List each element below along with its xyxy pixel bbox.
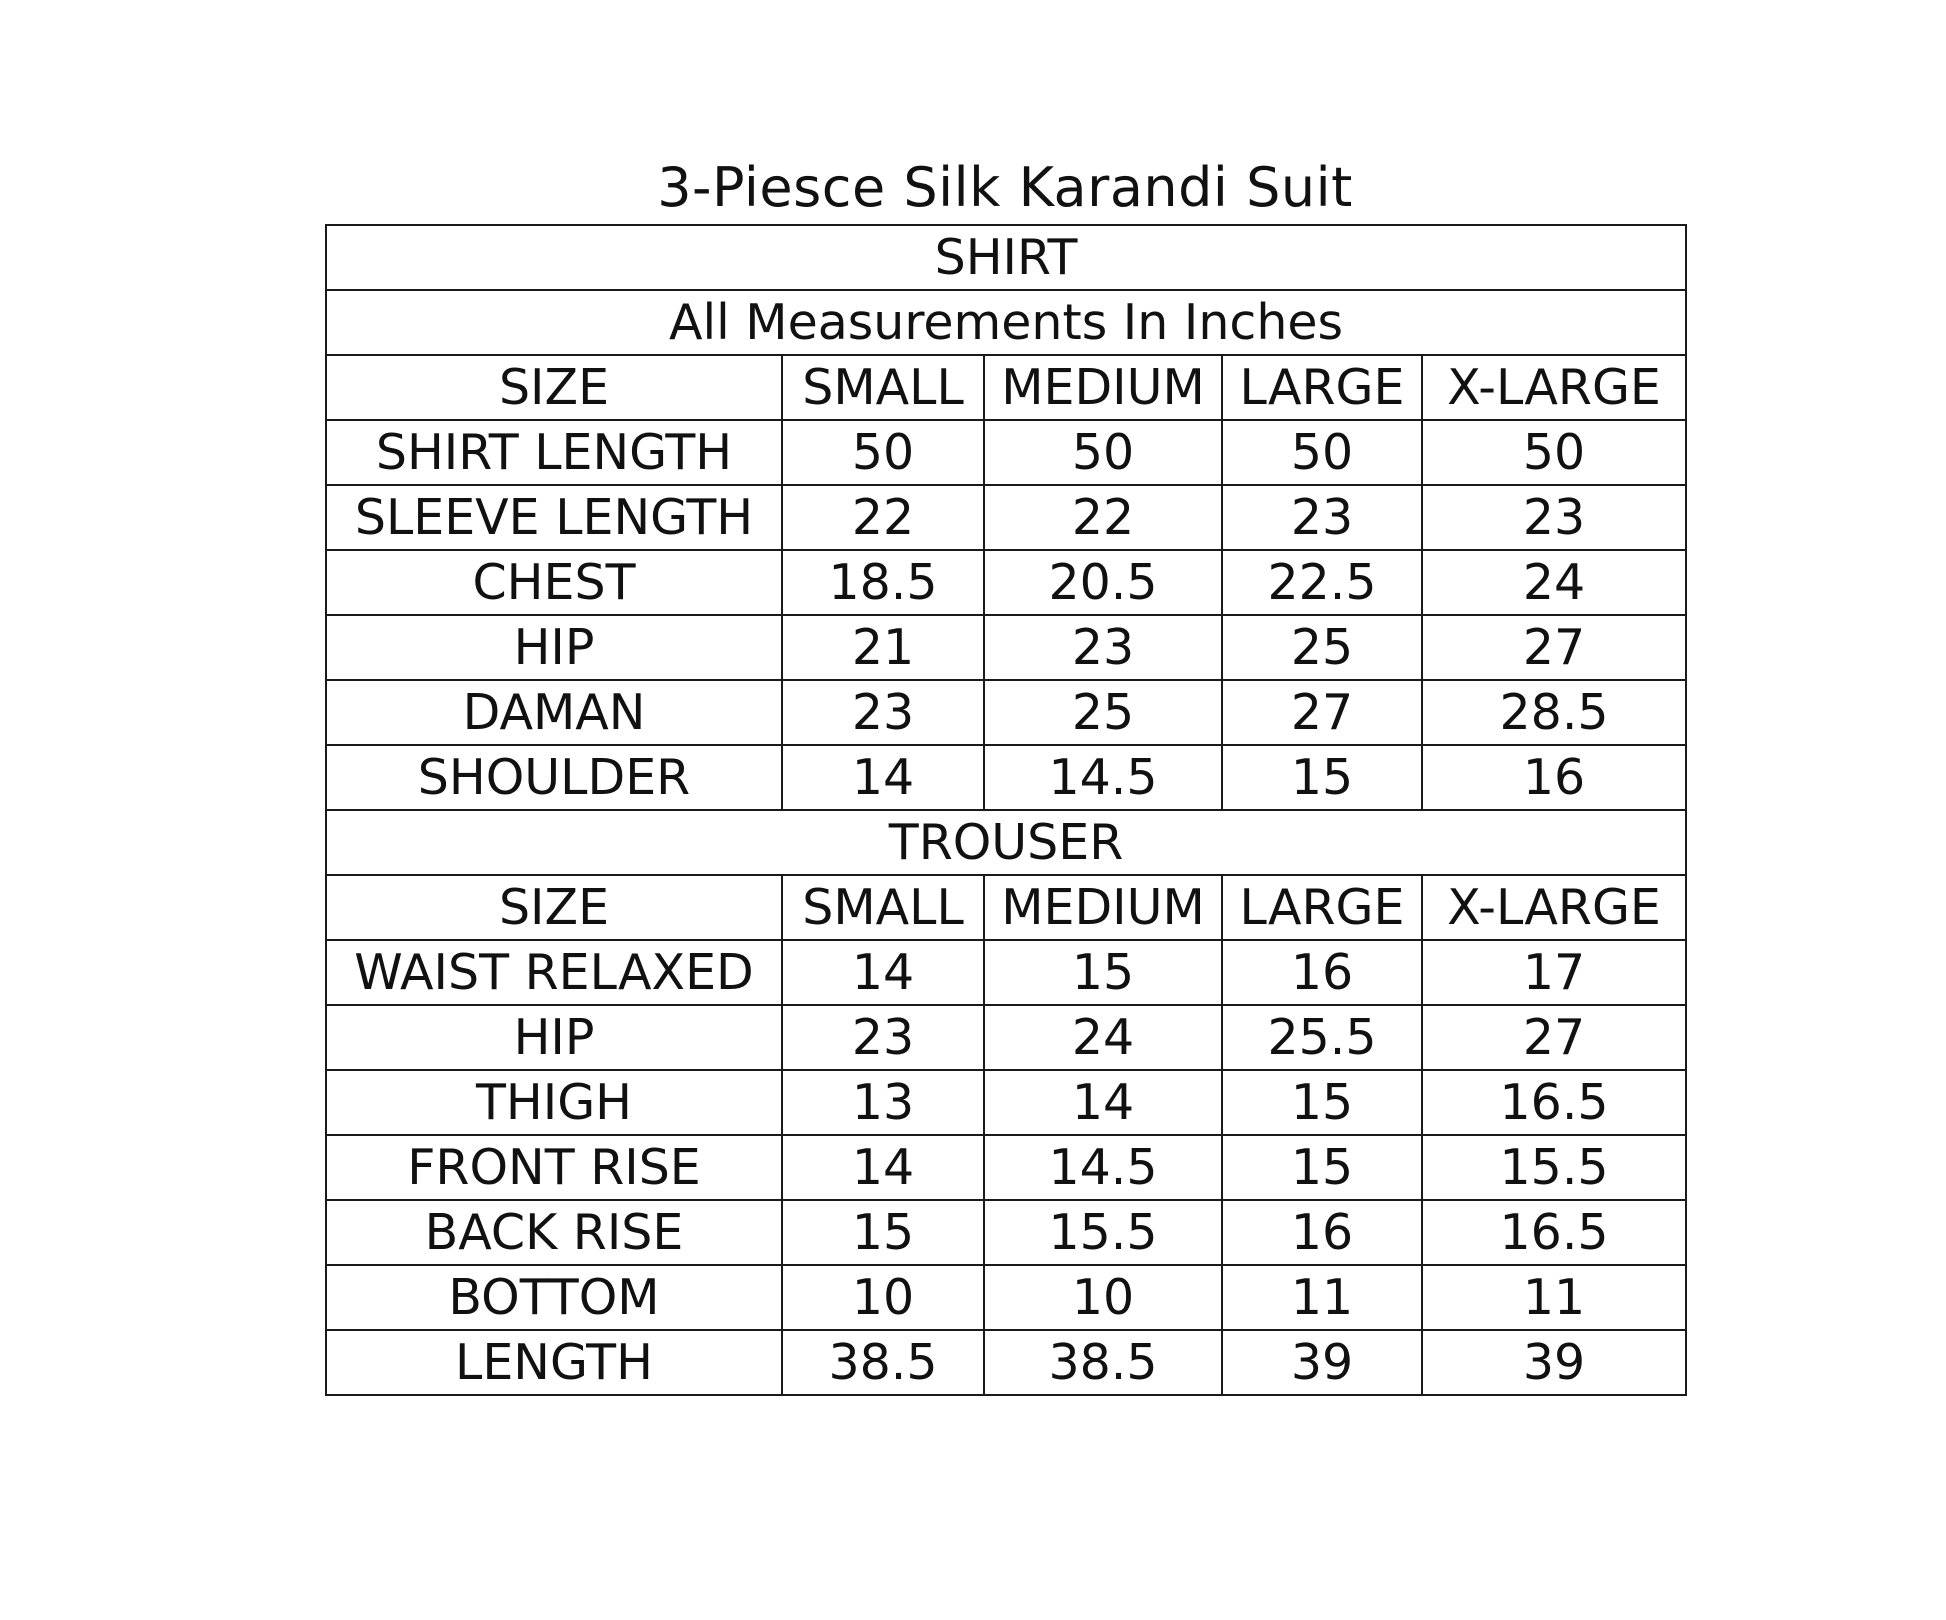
header-value-cell: SMALL: [782, 875, 984, 940]
trouser-value-cell: 10: [782, 1265, 984, 1330]
trouser-value-cell: 16.5: [1422, 1070, 1686, 1135]
header-value-cell: MEDIUM: [984, 355, 1222, 420]
shirt-value-cell: 22: [984, 485, 1222, 550]
trouser-label-cell: WAIST RELAXED: [326, 940, 782, 1005]
shirt-section-heading: SHIRT: [326, 225, 1686, 290]
shirt-label-cell: CHEST: [326, 550, 782, 615]
shirt-value-cell: 27: [1222, 680, 1422, 745]
table-row: [326, 1200, 1686, 1265]
table-row: [326, 485, 1686, 550]
header-label-cell: SIZE: [326, 355, 782, 420]
shirt-value-cell: 25: [984, 680, 1222, 745]
trouser-label-cell: FRONT RISE: [326, 1135, 782, 1200]
shirt-label-cell: SHOULDER: [326, 745, 782, 810]
table-row: [326, 550, 1686, 615]
trouser-value-cell: 16: [1222, 940, 1422, 1005]
shirt-value-cell: 20.5: [984, 550, 1222, 615]
trouser-value-cell: 10: [984, 1265, 1222, 1330]
shirt-value-cell: 22.5: [1222, 550, 1422, 615]
table-row: [326, 680, 1686, 745]
trouser-value-cell: 15.5: [1422, 1135, 1686, 1200]
shirt-label-cell: SLEEVE LENGTH: [326, 485, 782, 550]
trouser-value-cell: 27: [1422, 1005, 1686, 1070]
header-value-cell: LARGE: [1222, 355, 1422, 420]
trouser-value-cell: 14.5: [984, 1135, 1222, 1200]
measurement-unit-note-row: [326, 290, 1686, 355]
shirt-value-cell: 24: [1422, 550, 1686, 615]
trouser-value-cell: 23: [782, 1005, 984, 1070]
trouser-section-heading-row: [326, 810, 1686, 875]
trouser-value-cell: 39: [1422, 1330, 1686, 1395]
trouser-value-cell: 15: [782, 1200, 984, 1265]
measurement-unit-note: All Measurements In Inches: [326, 290, 1686, 355]
trouser-value-cell: 16: [1222, 1200, 1422, 1265]
shirt-label-cell: DAMAN: [326, 680, 782, 745]
trouser-label-cell: HIP: [326, 1005, 782, 1070]
trouser-value-cell: 39: [1222, 1330, 1422, 1395]
trouser-value-cell: 13: [782, 1070, 984, 1135]
trouser-value-cell: 15: [1222, 1135, 1422, 1200]
shirt-value-cell: 50: [782, 420, 984, 485]
shirt-value-cell: 25: [1222, 615, 1422, 680]
shirt-value-cell: 16: [1422, 745, 1686, 810]
shirt-value-cell: 23: [984, 615, 1222, 680]
shirt-value-cell: 28.5: [1422, 680, 1686, 745]
shirt-value-cell: 50: [1422, 420, 1686, 485]
shirt-value-cell: 15: [1222, 745, 1422, 810]
trouser-value-cell: 17: [1422, 940, 1686, 1005]
trouser-value-cell: 15: [1222, 1070, 1422, 1135]
header-value-cell: X-LARGE: [1422, 355, 1686, 420]
table-row: [326, 940, 1686, 1005]
table-row: [326, 1330, 1686, 1395]
trouser-label-cell: THIGH: [326, 1070, 782, 1135]
size-chart-table: [325, 224, 1687, 1396]
table-row: [326, 1005, 1686, 1070]
trouser-value-cell: 16.5: [1422, 1200, 1686, 1265]
trouser-value-cell: 11: [1422, 1265, 1686, 1330]
shirt-value-cell: 14.5: [984, 745, 1222, 810]
trouser-value-cell: 14: [984, 1070, 1222, 1135]
shirt-section-heading-row: [326, 225, 1686, 290]
trouser-value-cell: 24: [984, 1005, 1222, 1070]
shirt-label-cell: SHIRT LENGTH: [326, 420, 782, 485]
trouser-value-cell: 38.5: [984, 1330, 1222, 1395]
trouser-value-cell: 15.5: [984, 1200, 1222, 1265]
trouser-label-cell: LENGTH: [326, 1330, 782, 1395]
shirt-value-cell: 14: [782, 745, 984, 810]
trouser-section-heading: TROUSER: [326, 810, 1686, 875]
shirt-value-cell: 22: [782, 485, 984, 550]
trouser-value-cell: 15: [984, 940, 1222, 1005]
trouser-header-row: [326, 875, 1686, 940]
header-value-cell: X-LARGE: [1422, 875, 1686, 940]
trouser-value-cell: 14: [782, 1135, 984, 1200]
shirt-value-cell: 23: [782, 680, 984, 745]
shirt-value-cell: 50: [984, 420, 1222, 485]
trouser-value-cell: 14: [782, 940, 984, 1005]
shirt-label-cell: HIP: [326, 615, 782, 680]
shirt-value-cell: 18.5: [782, 550, 984, 615]
shirt-header-row: [326, 355, 1686, 420]
header-value-cell: LARGE: [1222, 875, 1422, 940]
shirt-value-cell: 23: [1422, 485, 1686, 550]
shirt-value-cell: 21: [782, 615, 984, 680]
shirt-value-cell: 27: [1422, 615, 1686, 680]
table-row: [326, 420, 1686, 485]
page-title: 3-Piesce Silk Karandi Suit: [657, 156, 1353, 219]
trouser-value-cell: 25.5: [1222, 1005, 1422, 1070]
size-chart-body: [326, 225, 1686, 1395]
shirt-value-cell: 50: [1222, 420, 1422, 485]
table-row: [326, 745, 1686, 810]
header-value-cell: SMALL: [782, 355, 984, 420]
table-row: [326, 615, 1686, 680]
table-row: [326, 1265, 1686, 1330]
trouser-value-cell: 11: [1222, 1265, 1422, 1330]
trouser-label-cell: BOTTOM: [326, 1265, 782, 1330]
header-label-cell: SIZE: [326, 875, 782, 940]
table-row: [326, 1070, 1686, 1135]
table-row: [326, 1135, 1686, 1200]
shirt-value-cell: 23: [1222, 485, 1422, 550]
header-value-cell: MEDIUM: [984, 875, 1222, 940]
trouser-value-cell: 38.5: [782, 1330, 984, 1395]
trouser-label-cell: BACK RISE: [326, 1200, 782, 1265]
